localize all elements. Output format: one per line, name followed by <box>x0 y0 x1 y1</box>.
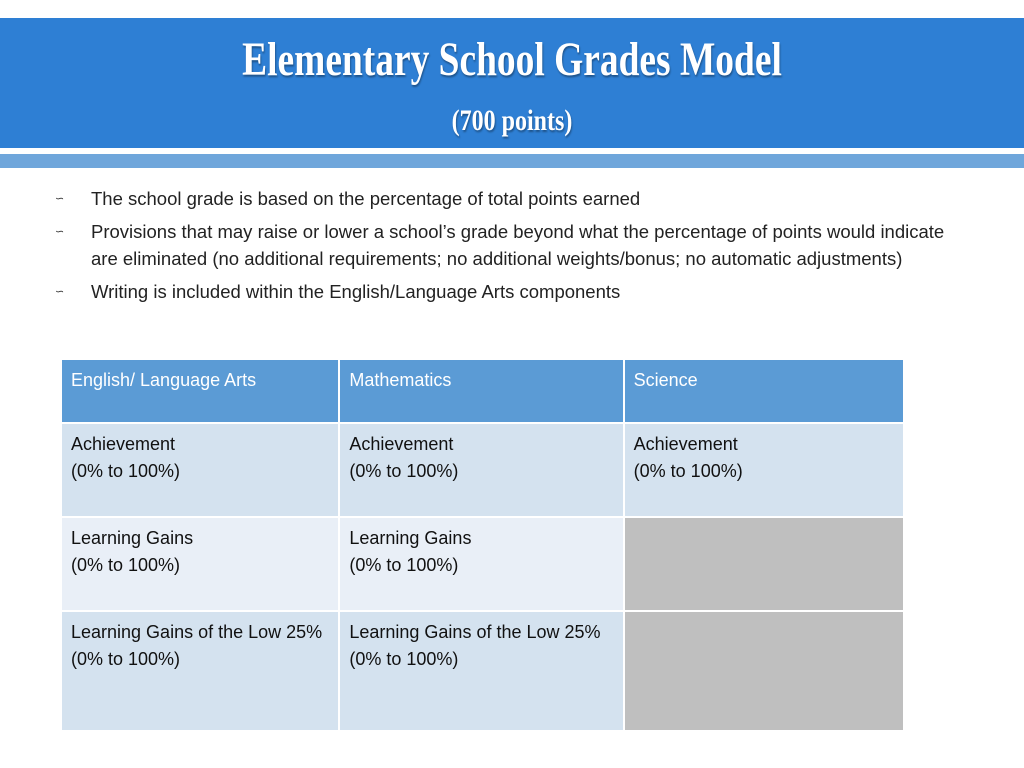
component-range: (0% to 100%) <box>349 555 459 575</box>
component-range: (0% to 100%) <box>71 461 181 481</box>
bullet-item <box>55 185 955 212</box>
table-cell <box>61 423 339 517</box>
component-name: Achievement <box>633 434 738 454</box>
bullet-text: Provisions that may raise or lower a school’s grade beyond what the percentage of points would indicate are eliminated (no additional requirements; no additional weights/bonus; no automatic adjustments) <box>91 221 945 269</box>
wave-bullet-icon: ∽ <box>55 286 65 298</box>
component-range: (0% to 100%) <box>633 461 743 481</box>
component-range: (0% to 100%) <box>349 461 459 481</box>
table-cell <box>61 517 339 611</box>
component-name: Achievement <box>71 434 176 454</box>
bullet-item <box>55 278 955 305</box>
table-row <box>61 611 904 731</box>
slide-title: Elementary School Grades Model <box>242 33 782 86</box>
component-name: Learning Gains <box>349 528 472 548</box>
component-range: (0% to 100%) <box>349 649 459 669</box>
component-name: Learning Gains of the Low 25% <box>349 622 601 642</box>
component-range: (0% to 100%) <box>71 555 181 575</box>
column-header-math: Mathematics <box>339 359 623 423</box>
header-rule <box>0 154 1024 168</box>
table-cell <box>624 423 904 517</box>
bullet-text: The school grade is based on the percentage of total points earned <box>91 188 641 209</box>
table-cell <box>339 517 623 611</box>
empty-cell <box>624 517 904 611</box>
wave-bullet-icon: ∽ <box>55 193 65 205</box>
component-name: Learning Gains <box>71 528 194 548</box>
table-cell <box>61 611 339 731</box>
empty-cell <box>624 611 904 731</box>
table-header-row <box>61 359 904 423</box>
component-name: Learning Gains of the Low 25% <box>71 622 323 642</box>
wave-bullet-icon: ∽ <box>55 226 65 238</box>
component-name: Achievement <box>349 434 454 454</box>
table-cell <box>339 423 623 517</box>
column-header-science: Science <box>624 359 904 423</box>
bullet-text: Writing is included within the English/Language Arts components <box>91 281 621 302</box>
slide-subtitle: (700 points) <box>451 104 573 137</box>
component-range: (0% to 100%) <box>71 649 181 669</box>
bullet-list <box>55 185 955 311</box>
table-row <box>61 423 904 517</box>
table-row <box>61 517 904 611</box>
grades-table <box>60 358 905 732</box>
column-header-ela: English/ Language Arts <box>61 359 339 423</box>
slide-header <box>0 18 1024 148</box>
bullet-item <box>55 218 955 272</box>
table-cell <box>339 611 623 731</box>
